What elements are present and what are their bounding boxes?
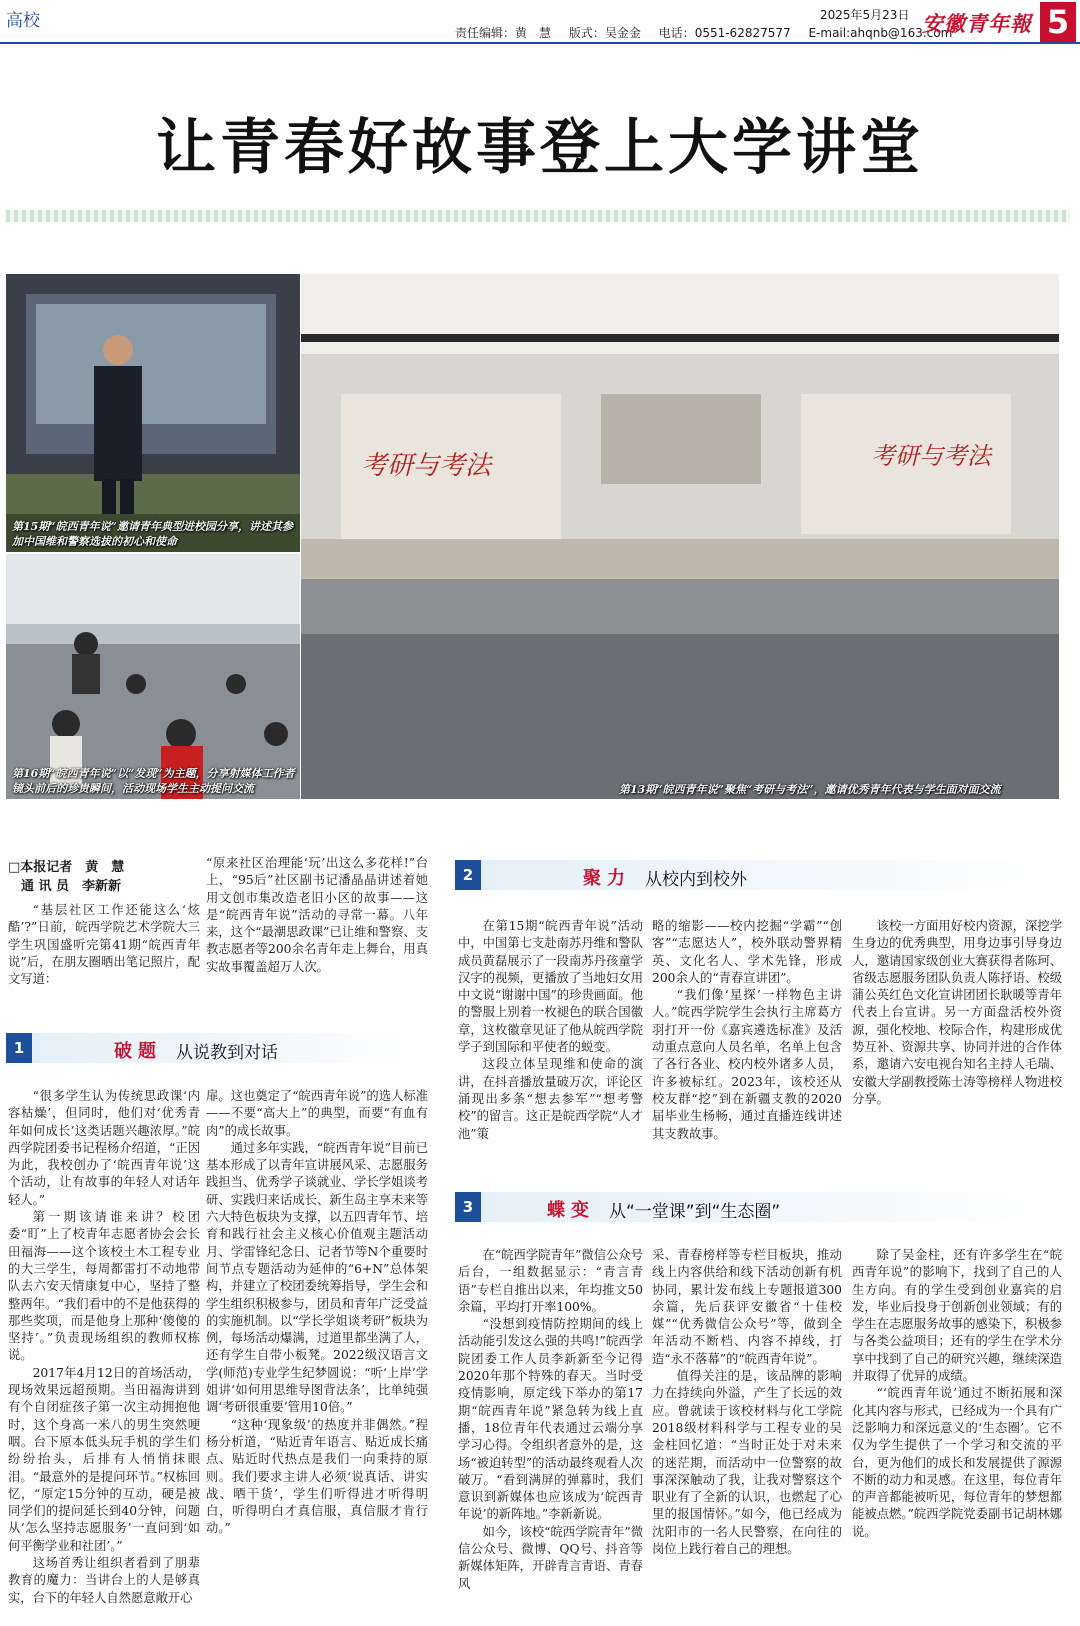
masthead — [0, 0, 1080, 44]
byline-reporter: □本报记者 黄 慧 — [8, 860, 125, 875]
s3-paragraph-4: 采、青春榜样等专栏目板块，推动线上内容供给和线下活动创新有机协同，累计发布线上专题报道300余篇，先后获评安徽省“十佳校媒”“优秀微信公众号”等，做到全年活动不断档、内容不掉线，打造“永不落幕”的“皖西青年说”。 — [652, 1248, 842, 1366]
section-1-col-1 — [8, 1088, 200, 1623]
decorative-bar — [6, 210, 1070, 222]
screen-text-left: 考研与考法 — [361, 451, 492, 481]
intro-paragraph-1: “基层社区工作还能这么‘炫酷’?”日前，皖西学院艺术学院大三学生巩国盛听完第41期“皖西青年说”后，在朋友圈晒出笔记照片，配文写道： — [8, 903, 200, 987]
section-1-col-2 — [206, 1088, 428, 1623]
section-3-col-3 — [852, 1247, 1062, 1623]
s3-paragraph-5: 值得关注的是，该品牌的影响力在持续向外溢，产生了长远的效应。曾就读于该校材料与化工学院2018级材料科学与工程专业的吴金柱回忆道：“当时正处于对未来的迷茫期，而活动中一位警察的故事深深触动了我，让我对警察这个职业有了全新的认识，也燃起了心里的报国情怀。”如今，他已经成为沈阳市的一名人民警察，在向往的岗位上践行着自己的理想。 — [652, 1369, 842, 1557]
layout-editor: 版式：吴金金 — [568, 26, 641, 40]
section-2-number: 2 — [455, 860, 481, 890]
headline: 让青春好故事登上大学讲堂 — [156, 113, 924, 183]
email: E-mail:ahqnb@163.com — [808, 26, 953, 40]
s3-paragraph-2: “没想到疫情防控期间的线上活动能引发这么强的共鸣!”皖西学院团委工作人员李新新至今记得2020年那个特殊的春天。当时受疫情影响，原定线下举办的第17期“皖西青年说”紧急转为线上直播，18位青年代表通过云端分享学习心得。令组织者意外的是，这场“被迫转型”的活动最终观看人次破万。“看到满屏的弹幕时，我们意识到新媒体也应该成为‘皖西青年说’的新阵地。”李新新说。 — [458, 1317, 643, 1522]
photo-audience — [6, 554, 300, 799]
section-3-keyword: 蝶变 — [547, 1200, 595, 1221]
section-3-header — [455, 1190, 1060, 1224]
section-3-number: 3 — [455, 1192, 481, 1222]
s3-paragraph-3: 如今，该校“皖西学院青年”微信公众号、微博、QQ号、抖音等新媒体矩阵，开辟青言青语、青春风 — [458, 1524, 643, 1591]
s2-paragraph-1: 在第15期“皖西青年说”活动中，中国第七支赴南苏丹维和警队成员黄磊展示了一段南苏丹孩童学汉字的视频，更播放了当地妇女用中文说“谢谢中国”的珍贵画面。他的警服上别着一枚褪色的联合国徽章，这枚徽章见证了他从皖西学院学子到国际和平使者的蜕变。 — [458, 919, 643, 1055]
s1-paragraph-4: 这场首秀让组织者看到了朋辈教育的魔力：当讲台上的人是够真实，台下的年轻人自然愿意敞开心 — [8, 1556, 200, 1605]
section-1-number: 1 — [6, 1033, 32, 1063]
byline-correspondent: 通 讯 员 李新新 — [8, 879, 122, 894]
s1-paragraph-7: “这种‘现象级’的热度并非偶然。”程杨分析道，“贴近青年语言、贴近成长痛点、贴近时代热点是我们一向秉持的原则。我们要求主讲人必须‘说真话、讲实战、晒干货’，学生们听得进才听得明白，听得明白才真信服，真信服才肯行动。” — [206, 1417, 428, 1536]
intro-col-2 — [206, 855, 428, 975]
s3-paragraph-7: “‘皖西青年说’通过不断拓展和深化其内容与形式，已经成为一个具有广泛影响力和深远意义的‘生态圈’。它不仅为学生提供了一个学习和交流的平台，更为他们的成长和发展提供了源源不断的动力和灵感。在这里，每位青年的声音都能被听见，每位青年的梦想都能被点燃。”皖西学院党委副书记胡林娜说。 — [852, 1386, 1062, 1539]
editor: 责任编辑：黄 慧 — [455, 26, 552, 40]
s1-paragraph-6: 通过多年实践，“皖西青年说”目前已基本形成了以青年宣讲展风采、志愿服务践担当、优秀学子谈就业、学长学姐谈考研、实践归来话成长、新生岛主享未来等六大特色板块为支撑，以五四青年节、培育和践行社会主义核心价值观主题活动月、学雷锋纪念日、记者节等N个重要时间节点专题活动为延伸的“6+N”总体架构，并建立了校团委统筹指导，学生会和学生组织积极参与，团员和青年广泛受益的实施机制。以“学长学姐谈考研”板块为例，每场活动爆满，过道里都坐满了人，还有学生自带小板凳。2022级汉语言文学(师范)专业学生纪梦圆说：“听‘上岸’学姐讲‘如何用思维导图背法条’，比单纯强调‘考研很重要’管用10倍。” — [206, 1140, 428, 1415]
lecture-hall-photo-image — [301, 274, 1059, 799]
section-2-header — [455, 858, 1060, 892]
audience-photo-image — [6, 554, 300, 799]
speaker-photo-image — [6, 274, 300, 552]
section-2-col-3 — [852, 918, 1062, 1138]
section-2-subtitle: 从校内到校外 — [645, 870, 747, 890]
intro-paragraph-2: “原来社区治理能‘玩’出这么多花样!”台上，“95后”社区副书记潘晶晶讲述着她用文创市集改造老旧小区的故事——这是“皖西青年说”活动的寻常一幕。八年来，这个“最潮思政课”已让维和警察、支教志愿者等200余名青年走上舞台，用真实故事覆盖超万人次。 — [206, 856, 428, 974]
section-2-col-1 — [458, 918, 643, 1141]
photo-lecture-hall-caption: 第13期“皖西青年说”聚焦“考研与考法”，邀请优秀青年代表与学生面对面交流 — [619, 783, 1001, 796]
screen-text-right: 考研与考法 — [871, 442, 991, 470]
s2-paragraph-3: 略的缩影——校内挖掘“学霸”“创客”“志愿达人”，校外联动警界精英、文化名人、学术先锋，形成200余人的“青春宣讲团”。 — [652, 919, 842, 985]
s1-paragraph-2: 第一期该请谁来讲？校团委“盯”上了校青年志愿者协会会长田福海——这个该校土木工程专业的大三学生，每周都雷打不动地带队去六安天情康复中心，坚持了整整两年。“我们看中的不是他获得的那些奖项，而是他身上那种‘傻傻的坚持’。”负责现场组织的教师权栋说。 — [8, 1210, 200, 1363]
s3-paragraph-1: 在“皖西学院青年”微信公众号后台，一组数据显示：“青言青语”专栏自推出以来，年均推文50余篇，平均打开率100%。 — [458, 1248, 643, 1314]
section-1-subtitle: 从说教到对话 — [176, 1043, 278, 1063]
photo-lecture-hall — [301, 274, 1059, 799]
section-3-col-1 — [458, 1247, 643, 1623]
s1-paragraph-5: 扉。这也奠定了“皖西青年说”的选人标准——不要“高大上”的典型，而要“有血有肉”的成长故事。 — [206, 1089, 428, 1138]
section-name: 高校 — [6, 11, 40, 31]
phone: 电话：0551-62827577 — [658, 26, 791, 40]
photo-speaker — [6, 274, 300, 552]
s2-paragraph-5: 该校一方面用好校内资源，深挖学生身边的优秀典型，用身边事引导身边人，邀请国家级创业大赛获得者陈珂、省级志愿服务团队负责人陈抒语、校级蒲公英红色文化宣讲团团长耿暖等青年代表上台宣讲。另一方面盘活校外资源，强化校地、校际合作，构建形成优势互补、资源共享、协同并进的合作体系，邀请六安电视台知名主持人毛瑞、安徽大学副教授陈士涛等榜样人物进校分享。 — [852, 919, 1062, 1106]
section-3-subtitle: 从“一堂课”到“生态圈” — [609, 1202, 781, 1222]
editor-info — [455, 24, 966, 41]
section-1-header — [6, 1031, 436, 1065]
photo-speaker-caption: 第15期“皖西青年说”邀请青年典型进校园分享，讲述其参加中国维和警察选拔的初心和使命 — [12, 520, 293, 548]
s2-paragraph-2: 这段立体呈现维和使命的演讲，在抖音播放量破万次，评论区涌现出多条“想去参军”“想考警校”的留言。这正是皖西学院“人才池”策 — [458, 1057, 643, 1141]
section-2-band — [481, 860, 1060, 890]
s1-paragraph-3: 2017年4月12日的首场活动，现场效果远超预期。当田福海讲到有个自闭症孩子第一次主动拥抱他时，这个身高一米八的男生突然哽咽。台下原本低头玩手机的学生们纷纷抬头，后排有人悄悄抹眼泪。“最意外的是提问环节。”权栋回忆，“原定15分钟的互动，硬是被同学们的提问延长到40分钟，问题从‘怎么坚持志愿服务’一直问到‘如何平衡学业和社团’。” — [8, 1365, 200, 1553]
page-number: 5 — [1040, 2, 1076, 42]
intro-col-1 — [8, 902, 200, 987]
byline — [8, 858, 124, 896]
issue-date: 2025年5月23日 — [820, 8, 910, 22]
s3-paragraph-6: 除了吴金柱，还有许多学生在“皖西青年说”的影响下，找到了自己的人生方向。有的学生受到创业嘉宾的启发，毕业后投身于创新创业领域；有的学生在志愿服务故事的感染下，积极参与各类公益项目；还有的学生在学术分享中找到了自己的研究兴趣，继续深造并取得了优异的成绩。 — [852, 1248, 1062, 1384]
section-2-keyword: 聚力 — [583, 868, 631, 889]
newspaper-logo: 安徽青年報 — [922, 11, 1032, 36]
section-3-col-2 — [652, 1247, 842, 1623]
s1-paragraph-1: “很多学生认为传统思政课‘内容枯燥’，但同时，他们对‘优秀青年如何成长’这类话题兴趣浓厚。”皖西学院团委书记程杨介绍道，“正因为此，我校创办了‘皖西青年说’这个活动，让有故事的年轻人对话年轻人。” — [8, 1089, 200, 1207]
section-1-keyword: 破题 — [114, 1041, 162, 1062]
section-2-col-2 — [652, 918, 842, 1141]
top-rule — [0, 42, 1080, 44]
photo-audience-caption: 第16期“皖西青年说”以“发现”为主题，分享射媒体工作者镜头前后的珍贵瞬间，活动现场学生主动提问交流 — [12, 767, 295, 795]
s2-paragraph-4: “我们像‘星探’一样物色主讲人。”皖西学院学生会执行主席葛方羽打开一份《嘉宾遴选标准》及活动重点意向人员名单，名单上包含了各行各业、校内校外诸多人员，许多被标红。2023年，该校还从校友群“挖”到在新疆支教的2020届毕业生杨畅，通过直播连线讲述其支教故事。 — [652, 988, 842, 1141]
